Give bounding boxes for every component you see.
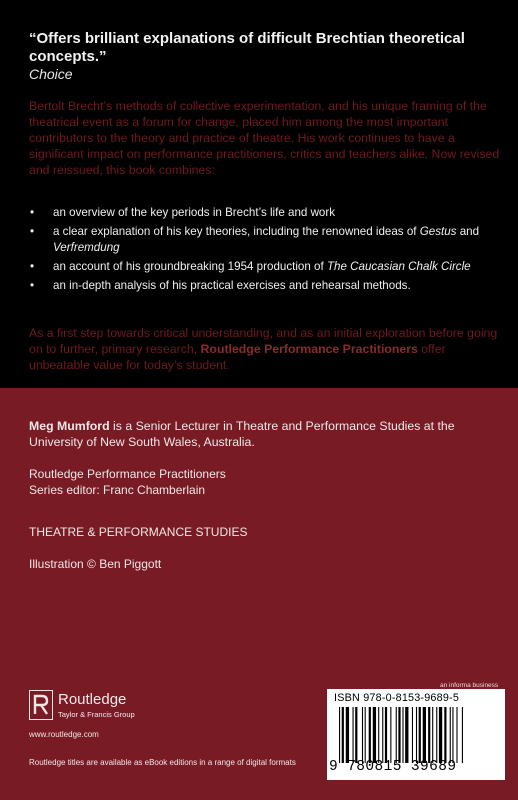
back-cover-top-section: [0, 0, 518, 388]
back-cover-bottom-section: [0, 388, 518, 800]
publisher-website: www.routledge.com: [29, 730, 99, 739]
review-quote: “Offers brilliant explanations of difficult Brechtian theoretical concepts.”: [29, 30, 465, 65]
series-info: Routledge Performance Practitioners Series editor: Franc Chamberlain: [29, 467, 226, 497]
contents-list: [29, 205, 507, 297]
bullet-icon: •: [30, 278, 35, 292]
list-item: • a clear explanation of his key theories, including the renowned ideas of Gestus and Verfremdung: [30, 225, 480, 254]
bullet-icon: •: [30, 206, 35, 219]
review-source: Choice: [29, 66, 73, 82]
list-item: • an account of his groundbreaking 1954 production of The Caucasian Chalk Circle: [30, 259, 471, 273]
series-name: Routledge Performance Practitioners: [200, 342, 418, 356]
publisher-name: Routledge: [58, 691, 127, 708]
barcode-panel: [327, 689, 505, 780]
routledge-logo-icon: [29, 690, 53, 720]
informa-label: an informa business: [440, 682, 499, 689]
bullet-icon: •: [30, 259, 35, 273]
series-paragraph: As a first step towards critical understanding, and as an initial exploration before going on to further, primary research, Routledge Performance Practitioners offer unbeatable value for today’s student.: [29, 326, 498, 372]
barcode-icon: [339, 707, 499, 763]
ebook-note: Routledge titles are available as eBook editions in a range of digital formats: [29, 758, 296, 767]
author-bio: Meg Mumford is a Senior Lecturer in Theatre and Performance Studies at the University of New South Wales, Australia.: [29, 419, 455, 449]
subject-category: THEATRE & PERFORMANCE STUDIES: [29, 525, 248, 539]
bullet-icon: •: [30, 225, 35, 238]
author-name: Meg Mumford: [29, 419, 110, 433]
illustration-credit: Illustration © Ben Piggott: [29, 557, 162, 571]
intro-paragraph: Bertolt Brecht’s methods of collective experimentation, and his unique framing of the theatrical event as a forum for change, placed him among the most important contributors to the theory and practice of theatre. His work continues to have a significant impact on performance practitioners, critics and teachers alike. Now revised and reissued, this book combines:: [29, 99, 500, 177]
publisher-group: Taylor & Francis Group: [58, 710, 135, 719]
list-item: • an in-depth analysis of his practical exercises and rehearsal methods.: [30, 278, 411, 292]
barcode-digits: 9 780815 39689: [329, 759, 457, 775]
list-item: • an overview of the key periods in Brecht’s life and work: [30, 206, 336, 219]
isbn-text: ISBN 978-0-8153-9689-5: [334, 692, 460, 704]
